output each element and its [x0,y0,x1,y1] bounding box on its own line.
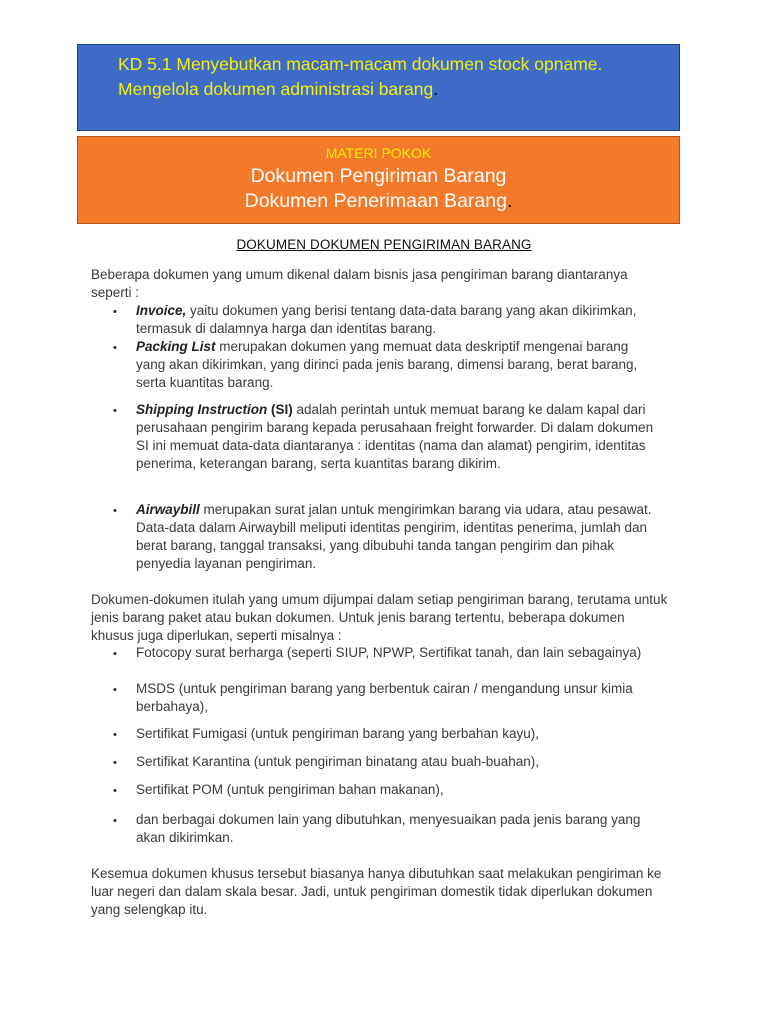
bullet-icon: • [113,684,117,696]
bullet-icon: • [113,785,117,797]
special-doc-item: Sertifikat Karantina (untuk pengiriman binatang atau buah-buahan), [136,754,540,769]
intro-paragraph: Beberapa dokumen yang umum dikenal dalam bisnis jasa pengiriman barang diantaranya seperti : [91,267,628,300]
bullet-icon: • [113,405,117,417]
materi-pokok-banner [77,136,680,224]
kd-text: KD 5.1 Menyebutkan macam-macam dokumen stock opname. Mengelola dokumen administrasi barang. [118,54,603,99]
materi-pokok-label: MATERI POKOK [325,145,432,161]
bullet-icon: • [113,757,117,769]
special-doc-item: MSDS (untuk pengiriman barang yang berbentuk cairan / mengandung unsur kimia berbahaya), [136,681,633,714]
list-item-airwaybill: Airwaybill merupakan surat jalan untuk mengirimkan barang via udara, atau pesawat. Data-data dalam Airwaybill meliputi identitas pengirim, identitas penerima, jumlah dan berat barang, tanggal transaksi, yang dibubuhi tanda tangan pengirim dan pihak penyedia layanan pengiriman. [136,502,652,571]
special-doc-item: Fotocopy surat berharga (seperti SIUP, NPWP, Sertifikat tanah, dan lain sebagainya) [136,645,642,660]
materi-title-pengiriman: Dokumen Pengiriman Barang [250,165,507,187]
bullet-icon: • [113,342,117,354]
special-doc-item: dan berbagai dokumen lain yang dibutuhkan, menyesuaikan pada jenis barang yang akan dikirimkan. [136,812,641,845]
section-heading: DOKUMEN DOKUMEN PENGIRIMAN BARANG [236,237,532,252]
bullet-icon: • [113,815,117,827]
kd-banner [77,44,680,131]
special-doc-item: Sertifikat Fumigasi (untuk pengiriman barang yang berbahan kayu), [136,726,539,741]
materi-title-penerimaan: Dokumen Penerimaan Barang. [244,190,513,212]
bullet-icon: • [113,505,117,517]
conclusion-paragraph: Kesemua dokumen khusus tersebut biasanya hanya dibutuhkan saat melakukan pengiriman ke luar negeri dan dalam skala besar. Jadi, untuk pengiriman domestik tidak diperlukan dokumen yang selengkap itu. [91,866,662,917]
special-docs-intro: Dokumen-dokumen itulah yang umum dijumpai dalam setiap pengiriman barang, terutama untuk jenis barang paket atau bukan dokumen. Untuk jenis barang tertentu, beberapa dokumen khusus juga diperlukan, seperti misalnya : [91,592,668,643]
bullet-icon: • [113,648,117,660]
list-item-packing-list: Packing List merupakan dokumen yang memuat data deskriptif mengenai barang yang akan dikirimkan, yang dirinci pada jenis barang, dimensi barang, berat barang, serta kuantitas barang. [136,339,638,390]
bullet-icon: • [113,306,117,318]
bullet-icon: • [113,729,117,741]
special-doc-item: Sertifikat POM (untuk pengiriman bahan makanan), [136,782,444,797]
list-item-invoice: Invoice, yaitu dokumen yang berisi tentang data-data barang yang akan dikirimkan, termasuk di dalamnya harga dan identitas barang. [136,303,637,336]
list-item-shipping-instruction: Shipping Instruction (SI) adalah perintah untuk memuat barang ke dalam kapal dari perusahaan pengirim barang kepada perusahaan freight forwarder. Di dalam dokumen SI ini memuat data-data diantaranya : identitas (nama dan alamat) pengirim, identitas penerima, keterangan barang, serta kuantitas barang dikirim. [136,402,654,471]
